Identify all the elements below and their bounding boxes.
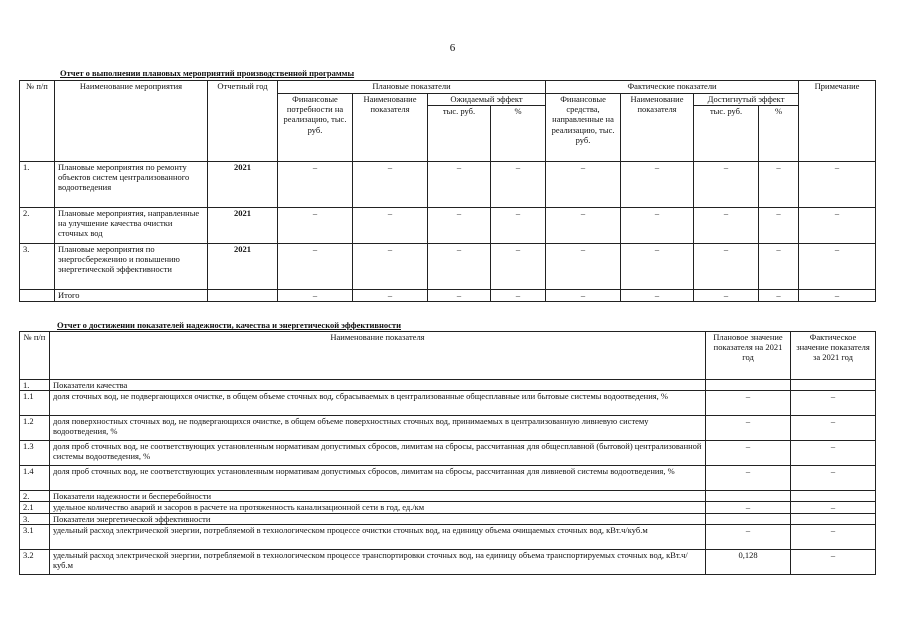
row-total-label: Итого (55, 290, 208, 302)
row-num: 3.2 (20, 549, 50, 574)
cell-value: – (278, 244, 353, 290)
cell-value: – (759, 208, 799, 244)
row-num: 1.2 (20, 416, 50, 441)
row-fact: – (791, 502, 876, 513)
row-plan: – (706, 524, 791, 549)
row-num: 1.4 (20, 466, 50, 491)
table-row (20, 244, 876, 290)
cell-value: – (799, 208, 876, 244)
row-fact: – (791, 549, 876, 574)
row-indicator-name: удельное количество аварий и засоров в расчете на протяженность канализационной сети в год, ед./км (50, 502, 706, 513)
row-fact: – (791, 391, 876, 416)
table-row (20, 162, 876, 208)
indicators-table (19, 331, 876, 575)
header-plan-percent: % (491, 106, 546, 162)
cell-value: – (546, 208, 621, 244)
row-year: 2021 (208, 244, 278, 290)
row-indicator-name: доля проб сточных вод, не соответствующих установленным нормативам допустимых сбросов, лимитам на сбросы, рассчитанная для ливневой системы водоотведения, % (50, 466, 706, 491)
cell-value: – (353, 162, 428, 208)
header-act-effect: Достигнутый эффект (694, 94, 799, 106)
section-row (20, 380, 876, 391)
cell-value: – (799, 244, 876, 290)
cell-value: – (621, 162, 694, 208)
header-event-name: Наименование мероприятия (55, 81, 208, 162)
row-fact: – (791, 441, 876, 466)
cell-value: – (799, 162, 876, 208)
table-row-total (20, 290, 876, 302)
row-year: 2021 (208, 208, 278, 244)
row-num: 2. (20, 491, 50, 502)
cell-value: – (353, 208, 428, 244)
cell-value: – (546, 290, 621, 302)
table-row (20, 391, 876, 416)
cell-value: – (428, 244, 491, 290)
table-row (20, 502, 876, 513)
cell-value: – (428, 290, 491, 302)
cell-value: – (491, 290, 546, 302)
header-planned: Плановые показатели (278, 81, 546, 94)
table-row (20, 416, 876, 441)
row-fact: – (791, 524, 876, 549)
row-fact (791, 491, 876, 502)
row-plan (706, 491, 791, 502)
header-actual: Фактические показатели (546, 81, 799, 94)
cell-value: – (759, 162, 799, 208)
row-num: 3.1 (20, 524, 50, 549)
program-events-table (19, 80, 876, 302)
cell-value: – (694, 162, 759, 208)
cell-value: – (278, 290, 353, 302)
section-row (20, 491, 876, 502)
table-row (20, 466, 876, 491)
row-num: 1.1 (20, 391, 50, 416)
row-plan: – (706, 441, 791, 466)
row-indicator-name: доля поверхностных сточных вод, не подвергающихся очистке, в общем объеме поверхностных сточных вод, принимаемых в централизованную ливневую систему водоотведения, % (50, 416, 706, 441)
cell-value: – (353, 290, 428, 302)
row-plan (706, 380, 791, 391)
row-num: 2.1 (20, 502, 50, 513)
row-fact: – (791, 466, 876, 491)
row-event-name: Плановые мероприятия по энергосбережению и повышению энергетической эффективности (55, 244, 208, 290)
header-act-percent: % (759, 106, 799, 162)
row-num: 3. (20, 513, 50, 524)
cell-value: – (759, 290, 799, 302)
row-fact: – (791, 416, 876, 441)
row-indicator-name: удельный расход электрической энергии, потребляемой в технологическом процессе очистки сточных вод, на единицу объема очищаемых сточных вод, кВт.ч/куб.м (50, 524, 706, 549)
row-fact (791, 380, 876, 391)
cell-value: – (799, 290, 876, 302)
row-indicator-name: Показатели энергетической эффективности (50, 513, 706, 524)
header-plan-thousand-rub: тыс. руб. (428, 106, 491, 162)
header-num: № п/п (20, 332, 50, 380)
row-plan: 0,128 (706, 549, 791, 574)
cell-value: – (694, 208, 759, 244)
row-event-name: Плановые мероприятия, направленные на улучшение качества очистки сточных вод (55, 208, 208, 244)
row-indicator-name: удельный расход электрической энергии, потребляемой в технологическом процессе транспортировки сточных вод, на единицу объема транспортируемых сточных вод, кВт.ч/куб.м (50, 549, 706, 574)
row-plan: – (706, 391, 791, 416)
cell-value: – (278, 162, 353, 208)
row-plan (706, 513, 791, 524)
header-act-thousand-rub: тыс. руб. (694, 106, 759, 162)
table2-title: Отчет о достижении показателей надежности, качества и энергетической эффективности (57, 320, 401, 330)
row-num (20, 290, 55, 302)
header-plan-finance: Финансовые потребности на реализацию, тыс. руб. (278, 94, 353, 162)
cell-value: – (491, 244, 546, 290)
cell-value: – (353, 244, 428, 290)
row-year: 2021 (208, 162, 278, 208)
row-num: 3. (20, 244, 55, 290)
row-indicator-name: доля сточных вод, не подвергающихся очистке, в общем объеме сточных вод, сбрасываемых в централизованные общесплавные или бытовые системы водоотведения, % (50, 391, 706, 416)
header-num: № п/п (20, 81, 55, 162)
cell-value: – (621, 208, 694, 244)
header-act-indicator: Наименование показателя (621, 94, 694, 162)
row-num: 1. (20, 162, 55, 208)
cell-value: – (759, 244, 799, 290)
header-act-finance: Финансовые средства, направленные на реализацию, тыс. руб. (546, 94, 621, 162)
cell-value: – (694, 244, 759, 290)
section-row (20, 513, 876, 524)
cell-value: – (278, 208, 353, 244)
header-plan-indicator: Наименование показателя (353, 94, 428, 162)
row-num: 1. (20, 380, 50, 391)
cell-value: – (694, 290, 759, 302)
page-number: 6 (449, 42, 456, 54)
table-row (20, 549, 876, 574)
header-plan-effect: Ожидаемый эффект (428, 94, 546, 106)
cell-value: – (491, 208, 546, 244)
header-plan-value: Плановое значение показателя на 2021 год (706, 332, 791, 380)
header-note: Примечание (799, 81, 876, 162)
row-plan: – (706, 466, 791, 491)
table-row (20, 441, 876, 466)
header-fact-value: Фактическое значение показателя за 2021 год (791, 332, 876, 380)
cell-value: – (428, 208, 491, 244)
cell-value: – (546, 162, 621, 208)
row-year (208, 290, 278, 302)
table-row (20, 524, 876, 549)
table-row (20, 208, 876, 244)
row-indicator-name: Показатели надежности и бесперебойности (50, 491, 706, 502)
row-fact (791, 513, 876, 524)
row-plan: – (706, 502, 791, 513)
header-report-year: Отчетный год (208, 81, 278, 162)
cell-value: – (428, 162, 491, 208)
cell-value: – (621, 290, 694, 302)
row-num: 2. (20, 208, 55, 244)
row-indicator-name: Показатели качества (50, 380, 706, 391)
cell-value: – (491, 162, 546, 208)
row-plan: – (706, 416, 791, 441)
table1-title: Отчет о выполнении плановых мероприятий производственной программы (60, 68, 355, 78)
cell-value: – (621, 244, 694, 290)
header-indicator-name: Наименование показателя (50, 332, 706, 380)
row-indicator-name: доля проб сточных вод, не соответствующих установленным нормативам допустимых сбросов, лимитам на сбросы, рассчитанная для общесплавной (бытовой) централизованной системы водоотведения, % (50, 441, 706, 466)
row-event-name: Плановые мероприятия по ремонту объектов систем централизованного водоотведения (55, 162, 208, 208)
cell-value: – (546, 244, 621, 290)
row-num: 1.3 (20, 441, 50, 466)
